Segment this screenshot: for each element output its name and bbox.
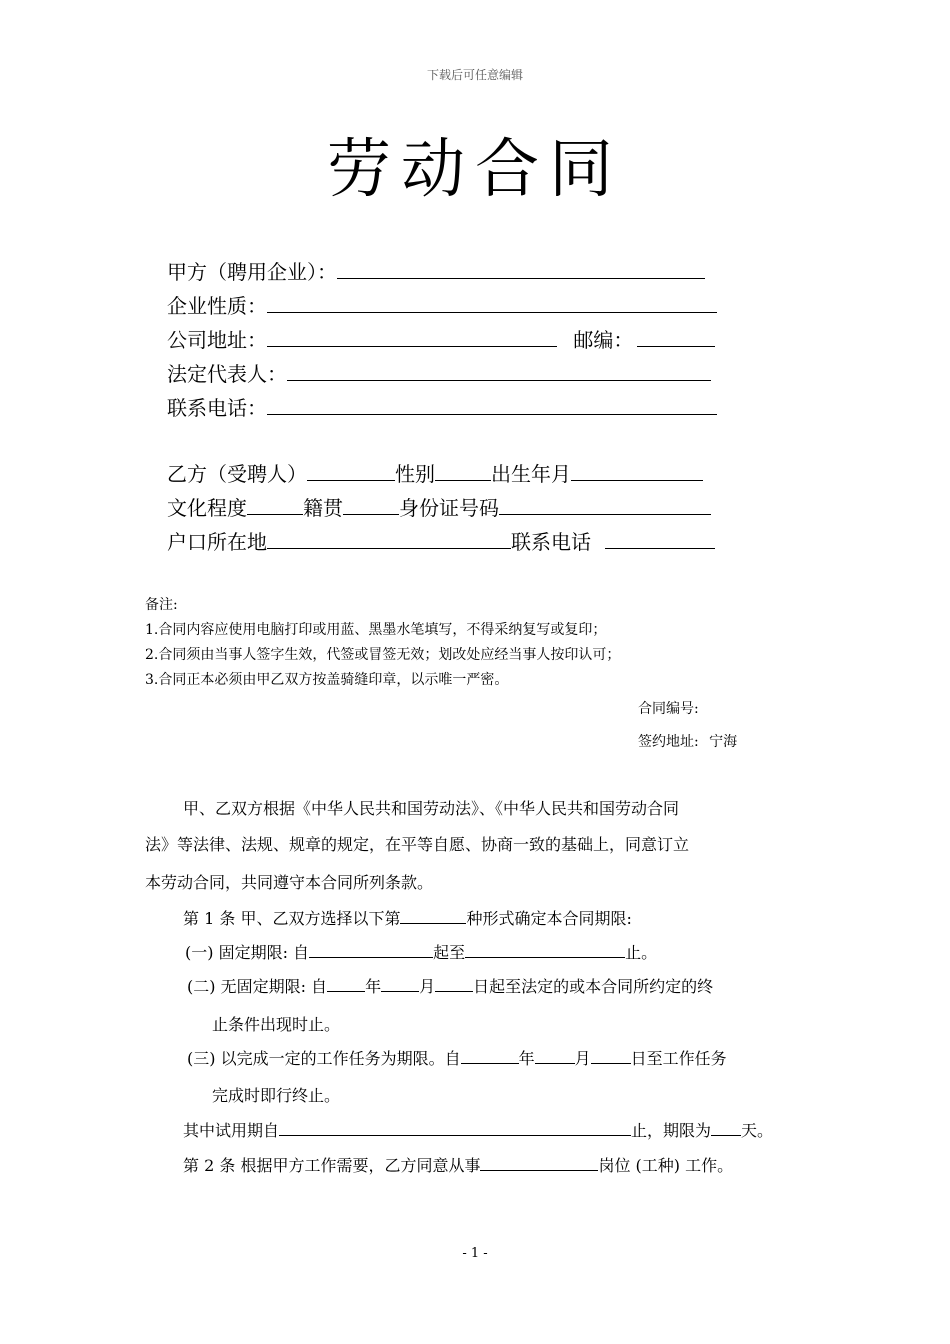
gender-field[interactable] bbox=[435, 460, 491, 481]
probation-line bbox=[183, 1118, 773, 1141]
option-2-year: 年 bbox=[365, 977, 382, 996]
employee-label: 乙方（受聘人） bbox=[167, 462, 307, 486]
intro-line: 法》等法律、法规、规章的规定，在平等自愿、协商一致的基础上，同意订立 bbox=[145, 835, 690, 854]
page-title: 劳动合同 bbox=[327, 133, 623, 207]
address-row bbox=[167, 324, 715, 353]
option-3-month: 月 bbox=[574, 1049, 591, 1068]
article-2-end: 岗位 (工种) 工作。 bbox=[598, 1156, 734, 1175]
option-1-mid: 起至 bbox=[433, 943, 466, 962]
option-3-text: (三) 以完成一定的工作任务为期限。自 bbox=[187, 1049, 461, 1068]
open-day-field[interactable] bbox=[435, 976, 473, 992]
postcode-label: 邮编： bbox=[573, 328, 634, 352]
phone-a-label: 联系电话： bbox=[167, 396, 267, 420]
employee-row bbox=[167, 458, 703, 487]
origin-label: 籍贯 bbox=[303, 496, 343, 520]
term-type-field[interactable] bbox=[400, 908, 466, 924]
probation-end: 天。 bbox=[741, 1121, 774, 1140]
sign-place-value: 宁海 bbox=[709, 734, 738, 750]
nature-row bbox=[167, 290, 717, 319]
remarks-heading: 备注: bbox=[145, 597, 178, 613]
option-3-year: 年 bbox=[518, 1049, 535, 1068]
sign-place-row bbox=[638, 731, 737, 751]
id-label: 身份证号码 bbox=[399, 496, 499, 520]
option-1-end: 止。 bbox=[625, 943, 658, 962]
education-label: 文化程度 bbox=[167, 496, 247, 520]
option-2-text: (二) 无固定期限: 自 bbox=[187, 977, 328, 996]
education-row bbox=[167, 492, 711, 521]
origin-field[interactable] bbox=[343, 494, 399, 515]
open-year-field[interactable] bbox=[327, 976, 365, 992]
option-2 bbox=[187, 974, 713, 997]
probation-mid: 止，期限为 bbox=[631, 1121, 712, 1140]
birth-label: 出生年月 bbox=[491, 462, 571, 486]
article-2 bbox=[183, 1153, 733, 1176]
nature-field[interactable] bbox=[267, 292, 717, 313]
option-3-cont: 完成时即行终止。 bbox=[212, 1086, 341, 1105]
position-field[interactable] bbox=[480, 1155, 598, 1171]
option-2-rest: 日起至法定的或本合同所约定的终 bbox=[473, 977, 714, 996]
option-1 bbox=[185, 940, 657, 963]
header-note: 下载后可任意编辑 bbox=[426, 68, 523, 82]
employee-field[interactable] bbox=[307, 460, 395, 481]
postcode-field[interactable] bbox=[637, 326, 715, 347]
task-day-field[interactable] bbox=[591, 1048, 631, 1064]
probation-text: 其中试用期自 bbox=[183, 1121, 280, 1140]
address-label: 公司地址： bbox=[167, 328, 267, 352]
option-3-rest: 日至工作任务 bbox=[630, 1049, 727, 1068]
phone-a-row bbox=[167, 392, 717, 421]
probation-period-field[interactable] bbox=[279, 1120, 631, 1136]
sign-place-label: 签约地址: bbox=[638, 734, 699, 750]
id-field[interactable] bbox=[499, 494, 711, 515]
open-month-field[interactable] bbox=[381, 976, 419, 992]
rep-field[interactable] bbox=[287, 360, 711, 381]
article-2-text: 第 2 条 根据甲方工作需要，乙方同意从事 bbox=[183, 1156, 481, 1175]
option-1-text: (一) 固定期限: 自 bbox=[185, 943, 310, 962]
employer-field[interactable] bbox=[337, 258, 705, 279]
option-2-cont: 止条件出现时止。 bbox=[212, 1015, 341, 1034]
remark-item: 3.合同正本必须由甲乙双方按盖骑缝印章，以示唯一严密。 bbox=[145, 672, 509, 688]
employer-row bbox=[167, 256, 705, 285]
page-number: - 1 - bbox=[462, 1246, 488, 1261]
hukou-field[interactable] bbox=[267, 528, 511, 549]
contract-no-label: 合同编号: bbox=[638, 701, 699, 717]
intro-line: 甲、乙双方根据《中华人民共和国劳动法》、《中华人民共和国劳动合同 bbox=[183, 799, 680, 818]
task-month-field[interactable] bbox=[535, 1048, 575, 1064]
remark-item: 1.合同内容应使用电脑打印或用蓝、黑墨水笔填写，不得采纳复写或复印； bbox=[145, 622, 607, 638]
nature-label: 企业性质： bbox=[167, 294, 267, 318]
fixed-end-field[interactable] bbox=[465, 942, 625, 958]
hukou-label: 户口所在地 bbox=[167, 530, 267, 554]
hukou-row bbox=[167, 526, 715, 555]
option-2-month: 月 bbox=[419, 977, 436, 996]
remark-item: 2.合同须由当事人签字生效，代签或冒签无效；划改处应经当事人按印认可； bbox=[145, 647, 621, 663]
birth-field[interactable] bbox=[571, 460, 703, 481]
article-1-text-end: 种形式确定本合同期限: bbox=[466, 909, 632, 928]
phone-b-label: 联系电话 bbox=[511, 530, 591, 554]
education-field[interactable] bbox=[247, 494, 303, 515]
rep-label: 法定代表人： bbox=[167, 362, 287, 386]
article-1 bbox=[183, 906, 632, 929]
option-3 bbox=[187, 1046, 727, 1069]
article-1-text: 第 1 条 甲、乙双方选择以下第 bbox=[183, 909, 401, 928]
gender-label: 性别 bbox=[395, 462, 435, 486]
rep-row bbox=[167, 358, 711, 387]
phone-b-field[interactable] bbox=[605, 528, 715, 549]
address-field[interactable] bbox=[267, 326, 557, 347]
phone-a-field[interactable] bbox=[267, 394, 717, 415]
task-year-field[interactable] bbox=[461, 1048, 519, 1064]
employer-label: 甲方（聘用企业）： bbox=[167, 260, 337, 284]
fixed-start-field[interactable] bbox=[309, 942, 433, 958]
probation-days-field[interactable] bbox=[711, 1120, 741, 1136]
intro-line: 本劳动合同，共同遵守本合同所列条款。 bbox=[145, 873, 434, 892]
